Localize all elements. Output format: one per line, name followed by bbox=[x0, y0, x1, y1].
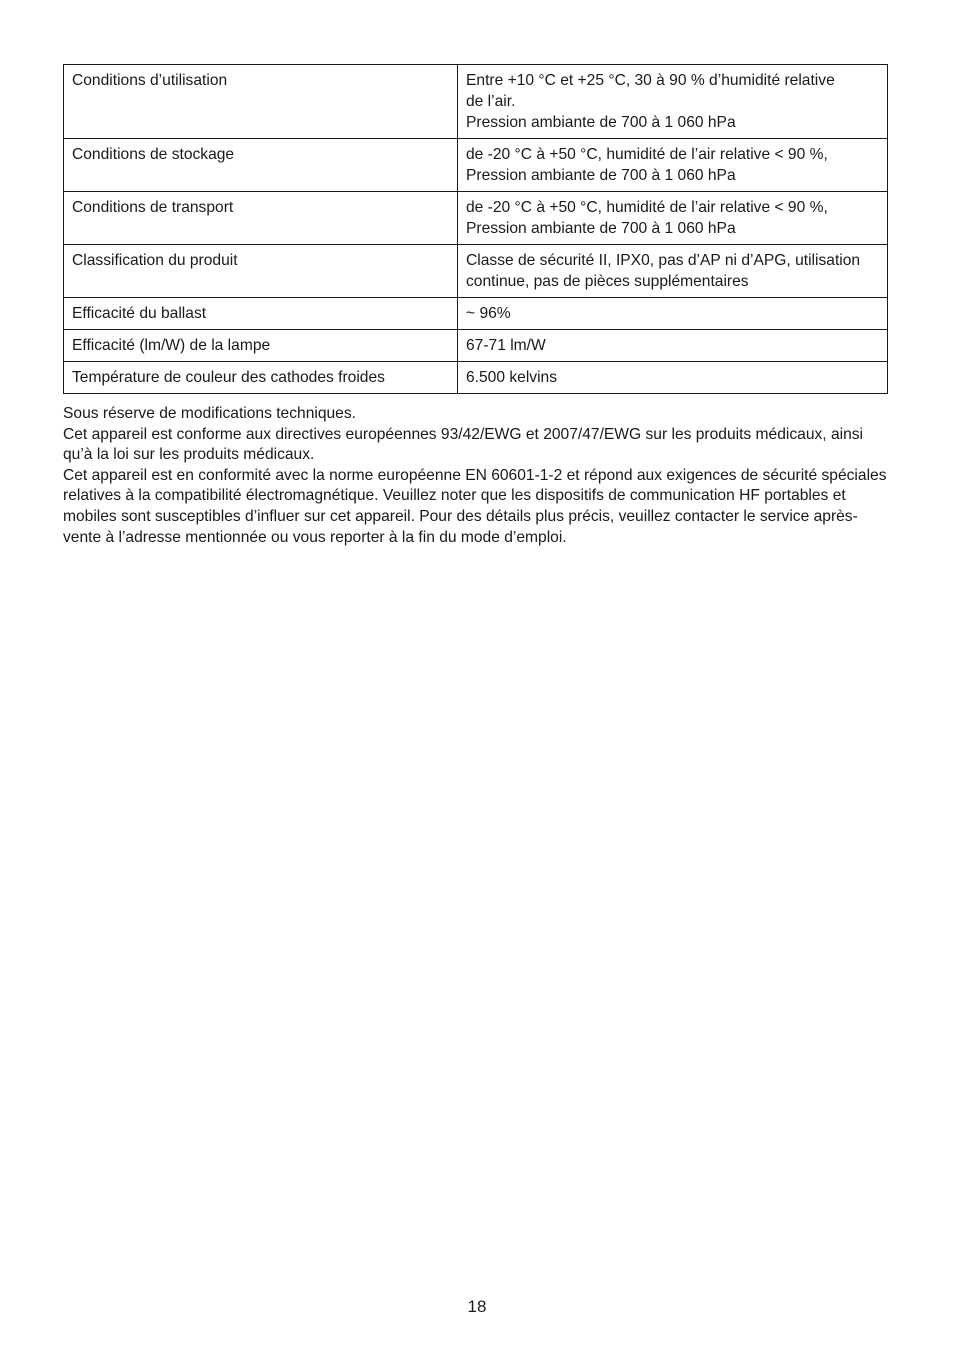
page-number: 18 bbox=[467, 1297, 487, 1316]
row-label: Efficacité du ballast bbox=[64, 298, 458, 330]
row-label: Conditions d’utilisation bbox=[64, 65, 458, 139]
row-value: ~ 96% bbox=[458, 298, 888, 330]
row-value: 67-71 lm/W bbox=[458, 330, 888, 362]
emc-compliance-note: Cet appareil est en conformité avec la norme européenne EN 60601-1-2 et répond aux exigences de sécurité spéciales relatives à la compatibilité électromagnétique. Veuillez noter que les dispositifs de communication HF portables et mobiles sont susceptibles d’influer sur cet appareil. Pour des détails plus précis, veuillez contacter le service après-vente à l’adresse mentionnée ou vous reporter à la fin du mode d’emploi. bbox=[63, 466, 887, 546]
row-label: Température de couleur des cathodes froides bbox=[64, 362, 458, 394]
table-row bbox=[64, 330, 888, 362]
row-label: Conditions de stockage bbox=[64, 139, 458, 192]
table-row bbox=[64, 362, 888, 394]
table-row bbox=[64, 192, 888, 245]
table-row bbox=[64, 139, 888, 192]
row-label: Efficacité (lm/W) de la lampe bbox=[64, 330, 458, 362]
row-label: Conditions de transport bbox=[64, 192, 458, 245]
row-value: de -20 °C à +50 °C, humidité de l’air relative < 90 %, Pression ambiante de 700 à 1 060 hPa bbox=[458, 192, 888, 245]
technical-changes-note: Sous réserve de modifications techniques. bbox=[63, 405, 356, 422]
table-row bbox=[64, 245, 888, 298]
row-value: 6.500 kelvins bbox=[458, 362, 888, 394]
table-row bbox=[64, 65, 888, 139]
row-value: Classe de sécurité II, IPX0, pas d’AP ni d’APG, utilisation continue, pas de pièces supplémentaires bbox=[458, 245, 888, 298]
notes-section bbox=[63, 404, 888, 548]
directive-compliance-note: Cet appareil est conforme aux directives européennes 93/42/EWG et 2007/47/EWG sur les produits médicaux, ainsi qu’à la loi sur les produits médicaux. bbox=[63, 425, 864, 464]
specifications-table bbox=[63, 64, 888, 394]
row-label: Classification du produit bbox=[64, 245, 458, 298]
table-row bbox=[64, 298, 888, 330]
row-value: Entre +10 °C et +25 °C, 30 à 90 % d’humidité relative de l’air. Pression ambiante de 700 à 1 060 hPa bbox=[458, 65, 888, 139]
row-value: de -20 °C à +50 °C, humidité de l’air relative < 90 %, Pression ambiante de 700 à 1 060 hPa bbox=[458, 139, 888, 192]
